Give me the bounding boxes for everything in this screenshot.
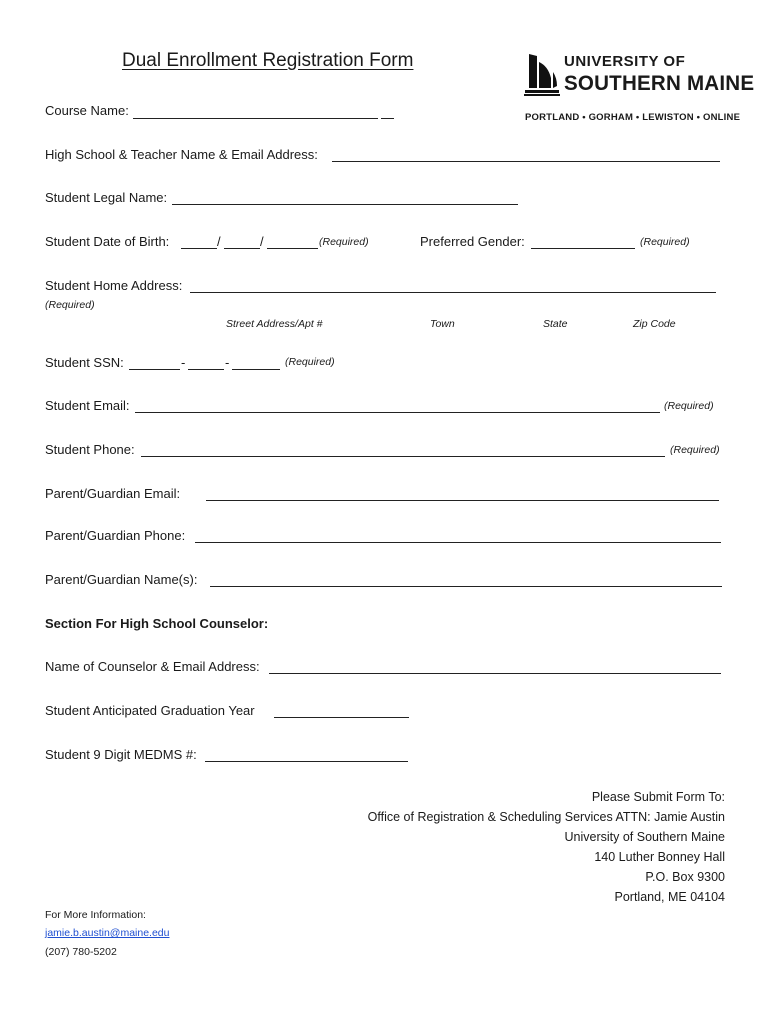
logo-line-2: SOUTHERN MAINE (564, 72, 755, 95)
ssn-separator: - (181, 355, 186, 370)
submit-line: Portland, ME 04104 (614, 890, 725, 904)
parent-phone-label: Parent/Guardian Phone: (45, 528, 186, 543)
dob-separator: / (260, 234, 264, 249)
lighthouse-sail-icon (524, 52, 560, 98)
submit-heading: Please Submit Form To: (591, 790, 725, 804)
ssn-part2-field[interactable] (188, 369, 224, 370)
submit-line: 140 Luther Bonney Hall (594, 850, 725, 864)
required-note: (Required) (640, 236, 690, 248)
medms-field[interactable] (205, 761, 408, 762)
dob-month-field[interactable] (181, 248, 217, 249)
dob-day-field[interactable] (224, 248, 260, 249)
student-phone-field[interactable] (141, 456, 665, 457)
parent-email-field[interactable] (206, 500, 719, 501)
ssn-separator: - (225, 355, 230, 370)
info-phone: (207) 780-5202 (45, 946, 117, 958)
address-state-caption: State (543, 318, 568, 330)
required-note: (Required) (664, 400, 714, 412)
logo-tagline: PORTLAND • GORHAM • LEWISTON • ONLINE (525, 112, 741, 123)
parent-name-field[interactable] (210, 586, 722, 587)
student-email-field[interactable] (135, 412, 660, 413)
home-address-field[interactable] (190, 292, 716, 293)
course-name-field-trail (381, 118, 394, 119)
submit-line: University of Southern Maine (564, 830, 725, 844)
address-town-caption: Town (430, 318, 455, 330)
home-address-label: Student Home Address: (45, 278, 183, 293)
course-name-field[interactable] (133, 118, 378, 119)
required-note: (Required) (670, 444, 720, 456)
ssn-part3-field[interactable] (232, 369, 280, 370)
counselor-section-heading: Section For High School Counselor: (45, 616, 269, 631)
student-email-label: Student Email: (45, 398, 130, 413)
submit-address-block (368, 787, 725, 907)
info-email-link[interactable]: jamie.b.austin@maine.edu (45, 927, 170, 939)
parent-name-label: Parent/Guardian Name(s): (45, 572, 198, 587)
ssn-label: Student SSN: (45, 355, 124, 370)
parent-phone-field[interactable] (195, 542, 721, 543)
legal-name-label: Student Legal Name: (45, 190, 168, 205)
ssn-part1-field[interactable] (129, 369, 180, 370)
gender-field[interactable] (531, 248, 635, 249)
medms-label: Student 9 Digit MEDMS #: (45, 747, 197, 762)
address-street-caption: Street Address/Apt # (226, 318, 323, 330)
dob-separator: / (217, 234, 221, 249)
grad-year-label: Student Anticipated Graduation Year (45, 703, 255, 718)
dob-year-field[interactable] (267, 248, 318, 249)
logo-line-1: UNIVERSITY OF (564, 53, 686, 70)
student-phone-label: Student Phone: (45, 442, 135, 457)
grad-year-field[interactable] (274, 717, 409, 718)
course-name-label: Course Name: (45, 103, 129, 118)
required-note: (Required) (45, 299, 95, 311)
submit-line: P.O. Box 9300 (645, 870, 725, 884)
usm-logo (524, 52, 560, 103)
parent-email-label: Parent/Guardian Email: (45, 486, 181, 501)
address-zip-caption: Zip Code (633, 318, 676, 330)
hs-teacher-field[interactable] (332, 161, 720, 162)
form-title: Dual Enrollment Registration Form (122, 50, 414, 71)
required-note: (Required) (319, 236, 369, 248)
counselor-name-field[interactable] (269, 673, 721, 674)
counselor-name-label: Name of Counselor & Email Address: (45, 659, 260, 674)
info-heading: For More Information: (45, 909, 146, 921)
submit-line: Office of Registration & Scheduling Services ATTN: Jamie Austin (367, 810, 725, 824)
hs-teacher-label: High School & Teacher Name & Email Address: (45, 147, 318, 162)
gender-label: Preferred Gender: (420, 234, 525, 249)
legal-name-field[interactable] (172, 204, 518, 205)
required-note: (Required) (285, 356, 335, 368)
dob-label: Student Date of Birth: (45, 234, 170, 249)
